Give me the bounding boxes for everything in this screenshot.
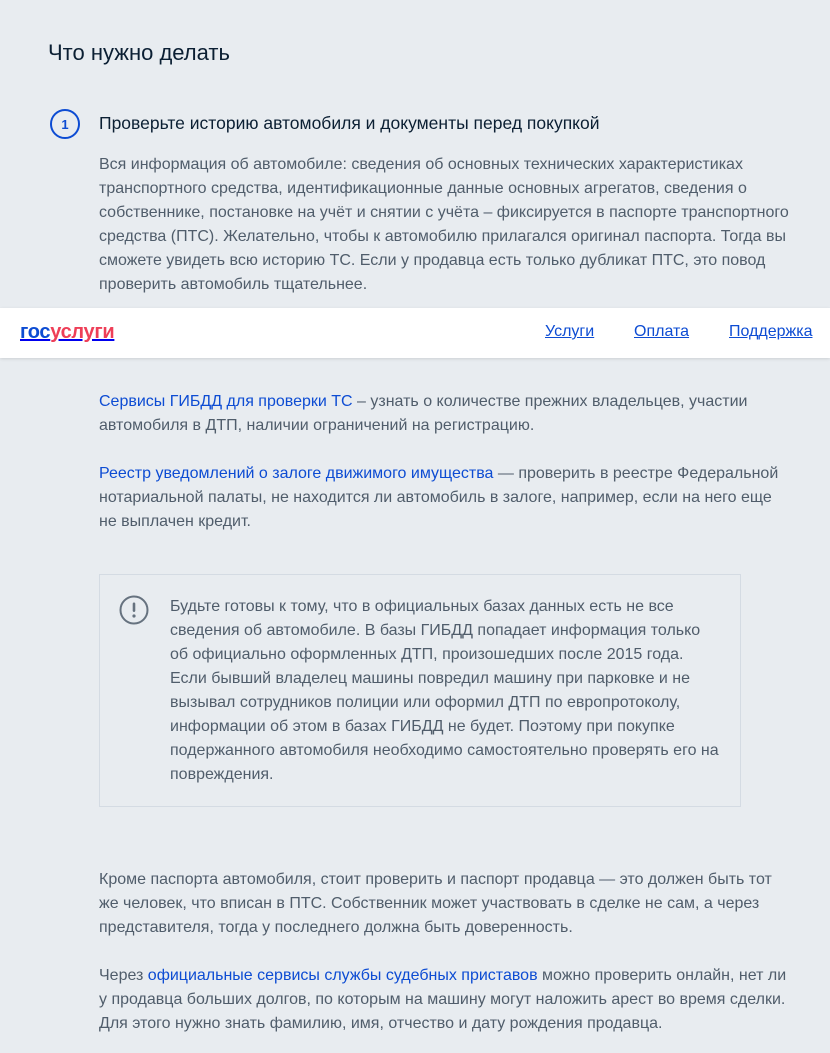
section-title: Что нужно делать (48, 40, 230, 65)
warning-note-text: Будьте готовы к тому, что в официальных базах данных есть не все сведения об автомобиле. В базы ГИБДД попадает информация только об официально оформленных ДТП, произошедших после 2015 года. Если бывший владелец машины повредил машину при парковке и не вызывал сотрудников полиции или оформил ДТП по европротоколу, информации об этом в базах ГИБДД не будет. Поэтому при покупке подержанного автомобиля необходимо самостоятельно проверять его на повреждения. (170, 598, 719, 783)
nav-services-link[interactable]: Услуги (545, 323, 595, 340)
step-number-badge: 1 (50, 109, 80, 139)
sticky-header (0, 308, 830, 358)
gibdd-services-link[interactable]: Сервисы ГИБДД для проверки ТС (99, 393, 353, 410)
nav-support-link[interactable]: Поддержка (729, 323, 813, 340)
seller-passport-paragraph: Кроме паспорта автомобиля, стоит проверить и паспорт продавца — это должен быть тот же человек, что вписан в ПТС. Собственник может участвовать в сделке не сам, а через представителя, тогда у последнего должна быть доверенность. (99, 871, 772, 936)
warning-note (99, 574, 741, 807)
nav-payment-link[interactable]: Оплата (634, 323, 690, 340)
pledge-registry-link[interactable]: Реестр уведомлений о залоге движимого имущества (99, 465, 494, 482)
registry-description: — проверить в реестре Федеральной нотариальной палаты, не находится ли автомобиль в залоге, например, если на него еще не выплачен кредит. (99, 465, 779, 530)
bailiff-services-link[interactable]: официальные сервисы службы судебных приставов (147, 967, 538, 984)
bailiff-prefix: Через (99, 967, 148, 984)
step-title: Проверьте историю автомобиля и документы перед покупкой (99, 113, 600, 133)
bailiff-description: можно проверить онлайн, нет ли у продавца больших долгов, по которым на машину могут наложить арест во время сделки. Для этого нужно знать фамилию, имя, отчество и дату рождения продавца. (99, 967, 787, 1032)
gosuslugi-logo[interactable] (20, 321, 114, 344)
gibdd-description: – узнать о количестве прежних владельцев, участии автомобиля в ДТП, наличии ограничений на регистрацию. (99, 393, 748, 434)
vehicle-history-paragraph: Вся информация об автомобиле: сведения об основных технических характеристиках транспортного средства, идентификационные данные основных агрегатов, сведения о собственнике, постановке на учёт и снятии с учёта – фиксируется в паспорте транспортного средства (ПТС). Желательно, чтобы к автомобилю прилагался оригинал паспорта. Тогда вы сможете увидеть всю историю ТС. Если у продавца есть только дубликат ПТС, это повод проверить автомобиль тщательнее. (99, 156, 789, 293)
warning-icon (119, 595, 149, 625)
bailiff-paragraph (99, 964, 789, 1036)
logo-part-gos: гос (20, 321, 51, 343)
registry-paragraph (99, 462, 789, 534)
logo-part-uslugi: услуги (50, 321, 115, 343)
gibdd-paragraph (99, 390, 789, 438)
